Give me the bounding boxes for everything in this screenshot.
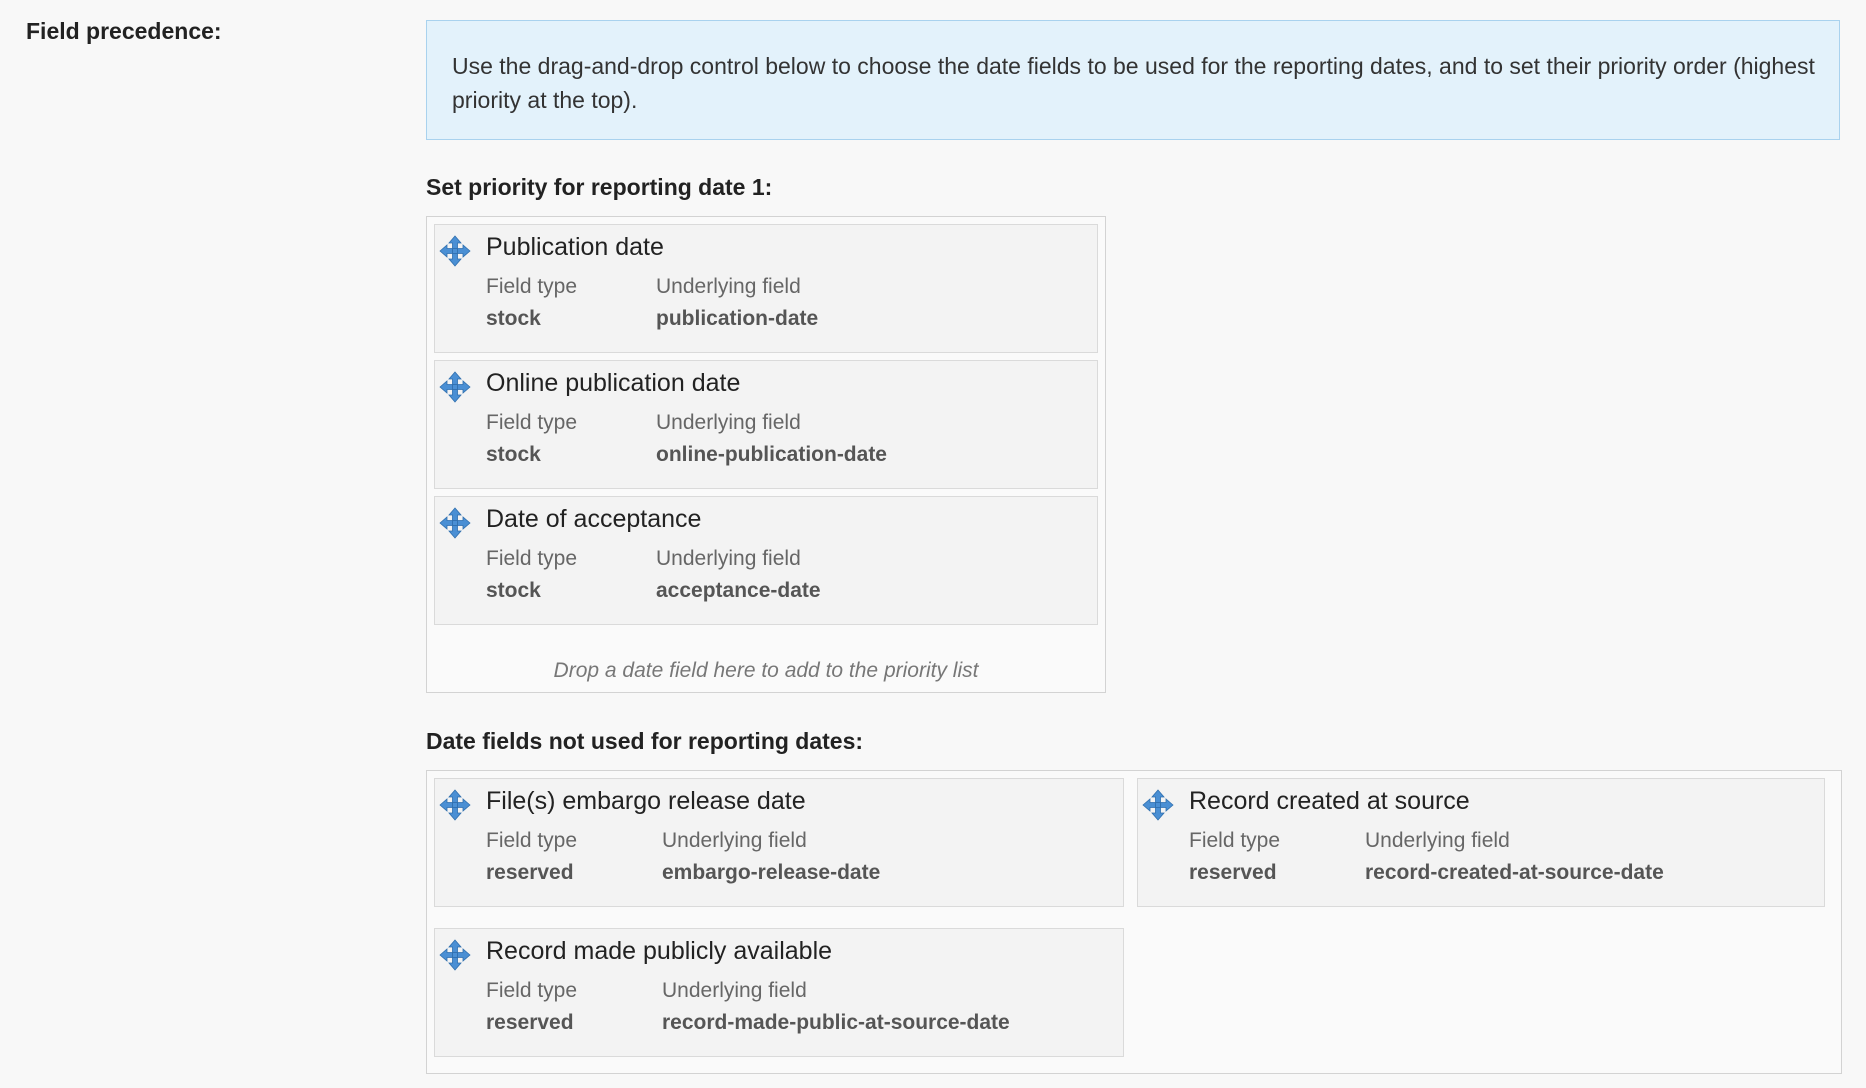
field-type-label: Field type	[486, 275, 578, 298]
card-title: Date of acceptance	[486, 505, 702, 533]
move-arrows-icon[interactable]	[439, 371, 471, 403]
priority-heading: Set priority for reporting date 1:	[426, 174, 773, 200]
move-arrows-icon[interactable]	[439, 235, 471, 267]
field-type-value: stock	[486, 579, 541, 602]
card-title: File(s) embargo release date	[486, 787, 806, 815]
underlying-field-label: Underlying field	[656, 411, 801, 434]
field-type-label: Field type	[486, 979, 578, 1002]
unused-card-record-made-publicly-available[interactable]	[434, 928, 1124, 1057]
field-type-label: Field type	[486, 547, 578, 570]
card-title: Publication date	[486, 233, 664, 261]
move-arrows-icon[interactable]	[439, 789, 471, 821]
underlying-field-label: Underlying field	[662, 829, 807, 852]
unused-heading: Date fields not used for reporting dates:	[426, 728, 864, 754]
underlying-field-label: Underlying field	[662, 979, 807, 1002]
underlying-field-value: acceptance-date	[656, 579, 821, 602]
priority-card-publication-date[interactable]	[434, 224, 1098, 353]
underlying-field-value: record-made-public-at-source-date	[662, 1011, 1010, 1034]
info-box: Use the drag-and-drop control below to choose the date fields to be used for the reporting dates, and to set their priority order (highest priority at the top).	[426, 20, 1840, 140]
underlying-field-value: record-created-at-source-date	[1365, 861, 1664, 884]
underlying-field-label: Underlying field	[656, 547, 801, 570]
field-type-value: reserved	[1189, 861, 1277, 884]
unused-card-record-created-at-source[interactable]	[1137, 778, 1825, 907]
field-precedence-label: Field precedence:	[26, 18, 222, 44]
move-arrows-icon[interactable]	[439, 939, 471, 971]
card-title: Record made publicly available	[486, 937, 833, 965]
card-title: Online publication date	[486, 369, 741, 397]
drop-hint: Drop a date field here to add to the priority list	[553, 659, 979, 682]
underlying-field-label: Underlying field	[1365, 829, 1510, 852]
field-type-label: Field type	[1189, 829, 1281, 852]
underlying-field-value: publication-date	[656, 307, 819, 330]
priority-card-date-of-acceptance[interactable]	[434, 496, 1098, 625]
move-arrows-icon[interactable]	[1142, 789, 1174, 821]
field-type-label: Field type	[486, 411, 578, 434]
underlying-field-value: online-publication-date	[656, 443, 887, 466]
unused-card-embargo-release-date[interactable]	[434, 778, 1124, 907]
field-type-value: stock	[486, 307, 541, 330]
priority-list[interactable]	[426, 216, 1106, 693]
underlying-field-value: embargo-release-date	[662, 861, 881, 884]
card-title: Record created at source	[1189, 787, 1470, 815]
unused-fields-list[interactable]	[426, 770, 1842, 1074]
field-type-label: Field type	[486, 829, 578, 852]
move-arrows-icon[interactable]	[439, 507, 471, 539]
field-type-value: reserved	[486, 861, 574, 884]
priority-card-online-publication-date[interactable]	[434, 360, 1098, 489]
field-type-value: stock	[486, 443, 541, 466]
field-type-value: reserved	[486, 1011, 574, 1034]
underlying-field-label: Underlying field	[656, 275, 801, 298]
